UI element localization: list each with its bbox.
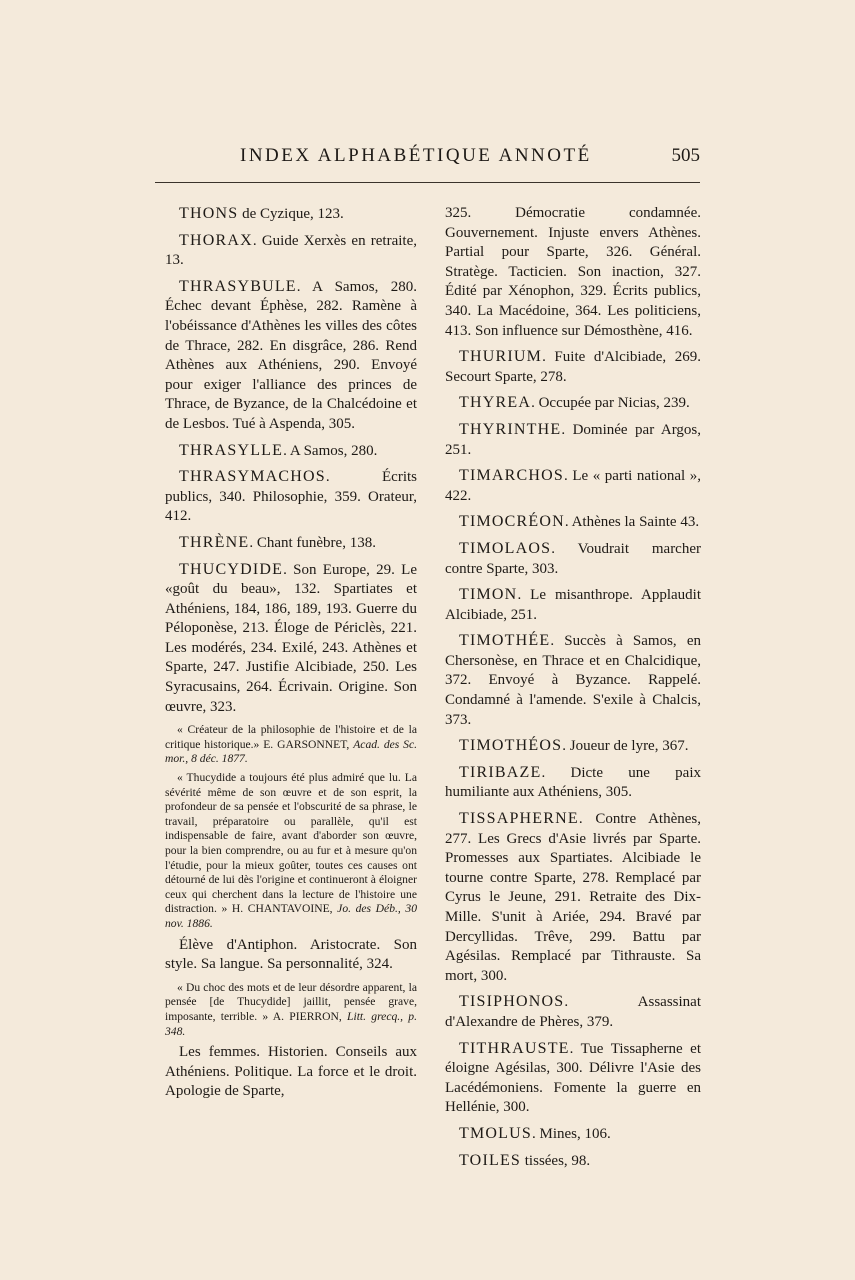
index-entry [445, 763, 701, 803]
quotation-source: Acad. des Sc. mor., 8 déc. 1877. [165, 737, 417, 766]
quotation-text: « Créateur de la philosophie de l'histoire et de la critique historique.» E. GARSONNET, [165, 723, 417, 751]
index-entry [445, 585, 701, 625]
entry-headword: TIMARCHOS [459, 467, 565, 485]
entry-headword: THURIUM [459, 348, 543, 366]
entry-text: . Occupée par Nicias, 239. [531, 395, 690, 412]
entry-text: . Dominée par Argos, 251. [445, 421, 701, 458]
entry-text: . Le « parti national », 422. [445, 468, 701, 504]
index-entry [445, 1124, 701, 1145]
entry-headword: THONS [179, 205, 239, 222]
index-entry [165, 560, 417, 718]
entry-headword: TMOLUS [459, 1124, 532, 1142]
index-entry [445, 1039, 701, 1118]
index-entry-continuation: Élève d'Antiphon. Aristocrate. Son style. Sa langue. Sa personnalité, 324. [165, 936, 417, 973]
left-column [165, 204, 417, 1108]
entry-headword: THRASYLLE [179, 441, 284, 459]
entry-headword: THUCYDIDE [179, 560, 284, 578]
entry-text: . A Samos, 280. Échec devant Éphèse, 282. Ramène à l'obéissance d'Athènes les villes des côtes de Thrace, 282. En disgrâce, 286. Rend Athènes aux Athéniens, 290. Envoyé pour exiger l'alliance des princes de Thrace, de Byzance, de la Chalcédoine et de Lesbos. Tué à Aspenda, 305. [165, 278, 417, 432]
index-entry [165, 277, 417, 435]
entry-text: . Mines, 106. [531, 1125, 611, 1142]
page-header [155, 145, 700, 175]
entry-text: . A Samos, 280. [283, 442, 378, 459]
entry-text: . Assassinat d'Alexandre de Phères, 379. [445, 994, 701, 1030]
index-entry [445, 466, 701, 506]
index-entry [445, 809, 701, 986]
entry-text: . Succès à Samos, en Chersonèse, en Thrace et en Chalcidique, 372. Envoyé à Byzance. Rappelé. Condamné à l'amende. S'exile à Chalcis, 373. [445, 633, 701, 728]
entry-text: . Guide Xerxès en retraite, 13. [165, 232, 417, 269]
entry-text: . Voudrait marcher contre Sparte, 303. [445, 540, 701, 577]
running-title: INDEX ALPHABÉTIQUE ANNOTÉ [240, 145, 592, 166]
entry-headword: THYREA [459, 394, 532, 412]
entry-text: . Son Europe, 29. Le «goût du beau», 132. Spartiates et Athéniens, 184, 186, 189, 193. Guerre du Péloponèse, 213. Éloge de Périclès, 221. Les modérés, 234. Exilé, 243. Athènes et Sparte, 247. Justifie Alcibiade, 250. Les Syracusains, 264. Écrivain. Origine. Son œuvre, 323. [165, 561, 417, 715]
right-column [445, 204, 701, 1177]
entry-headword: TIMOCRÉON [459, 513, 565, 531]
header-rule [155, 182, 700, 183]
index-entry [445, 512, 701, 533]
index-entry [445, 420, 701, 460]
index-entry [445, 1151, 701, 1172]
entry-headword: THRASYBULE [179, 277, 297, 295]
entry-text: . Joueur de lyre, 367. [562, 738, 689, 755]
entry-headword: THRASYMACHOS [179, 468, 326, 486]
quotation [165, 723, 417, 767]
index-entry [445, 393, 701, 414]
page-number: 505 [671, 145, 700, 166]
entry-text: de Cyzique, 123. [238, 206, 344, 222]
entry-text: . Le misanthrope. Applaudit Alcibiade, 251. [445, 587, 701, 623]
index-entry [445, 736, 701, 757]
quotation-source: Jo. des Déb., 30 nov. 1886. [165, 902, 417, 930]
index-entry [445, 631, 701, 730]
quotation [165, 981, 417, 1039]
entry-text: . Dicte une paix humiliante aux Athéniens, 305. [445, 764, 701, 801]
entry-headword: TIMOLAOS [459, 539, 552, 557]
entry-text: . Fuite d'Alcibiade, 269. Secourt Sparte, 278. [445, 349, 701, 385]
entry-headword: THORAX [179, 231, 253, 249]
index-entry [165, 533, 417, 554]
quotation-source: Litt. grecq., p. 348. [165, 1009, 417, 1038]
index-entry [165, 231, 417, 271]
entry-text: . Tue Tissapherne et éloigne Agésilas, 300. Délivre l'Asie des Lacédémoniens. Fomente la guerre en Hellénie, 300. [445, 1040, 701, 1116]
entry-headword: TISSAPHERNE [459, 810, 579, 828]
entry-headword: TIMOTHÉOS [459, 737, 563, 755]
entry-text: . Contre Athènes, 277. Les Grecs d'Asie livrés par Sparte. Promesses aux Spartiates. Alcibiade le tourne contre Sparte, 278. Remplacé par Cyrus le Jeune, 291. Retraite des Dix-Mille. S'unit à Ariée, 294. Bravé par Dercyllidas. Trêve, 299. Battu par Agésilas. Remplacé par Tithrauste. Sa mort, 300. [445, 811, 701, 984]
index-entry [165, 441, 417, 462]
index-entry-continuation: 325. Démocratie condamnée. Gouvernement. Injuste envers Athènes. Partial pour Sparte, 326. Général. Stratège. Tacticien. Son inaction, 327. Édité par Xénophon, 329. Écrits publics, 340. La Macédoine, 364. Les politiciens, 413. Son influence sur Démosthène, 416. [445, 205, 701, 339]
entry-headword: TISIPHONOS [459, 993, 565, 1011]
entry-headword: TITHRAUSTE [459, 1039, 570, 1057]
quotation-text: « Thucydide a toujours été plus admiré que lu. La sévérité même de son œuvre et de son esprit, la profondeur de sa pensée et l'obscurité de sa phrase, le travail, préparatoire ou parallèle, qu'il est indispensable de faire, avant d'aborder son œuvre, pour la bien comprendre, ou au fur et à mesure qu'on l'étudie, pour la mieux goûter, toutes ces causes ont détourné de lui dès l'origine et continueront à éloigner ceux qui cherchent dans la lecture de l'histoire une distraction. » H. CHANTAVOINE, [165, 771, 417, 916]
index-entry [445, 347, 701, 387]
quotation-text: « Du choc des mots et de leur désordre apparent, la pensée [de Thucydide] jaillit, pensée grave, imposante, terrible. » A. PIERRON, [165, 980, 417, 1023]
entry-headword: TOILES [459, 1151, 522, 1169]
entry-headword: TIMOTHÉE [459, 632, 551, 650]
index-entry [165, 467, 417, 527]
index-entry [165, 204, 417, 225]
index-entry [445, 539, 701, 579]
entry-text: . Chant funèbre, 138. [249, 534, 376, 551]
index-entry-continuation: Les femmes. Historien. Conseils aux Athéniens. Politique. La force et le droit. Apologie de Sparte, [165, 1044, 417, 1100]
entry-text: . Écrits publics, 340. Philosophie, 359. Orateur, 412. [165, 469, 417, 525]
quotation [165, 771, 417, 932]
entry-text: tissées, 98. [521, 1152, 591, 1169]
entry-text: . Athènes la Sainte 43. [564, 514, 700, 531]
entry-headword: TIRIBAZE [459, 763, 542, 781]
entry-headword: THRÈNE [179, 533, 250, 551]
index-entry [445, 992, 701, 1032]
entry-headword: TIMON [459, 586, 518, 604]
entry-headword: THYRINTHE [459, 420, 562, 438]
